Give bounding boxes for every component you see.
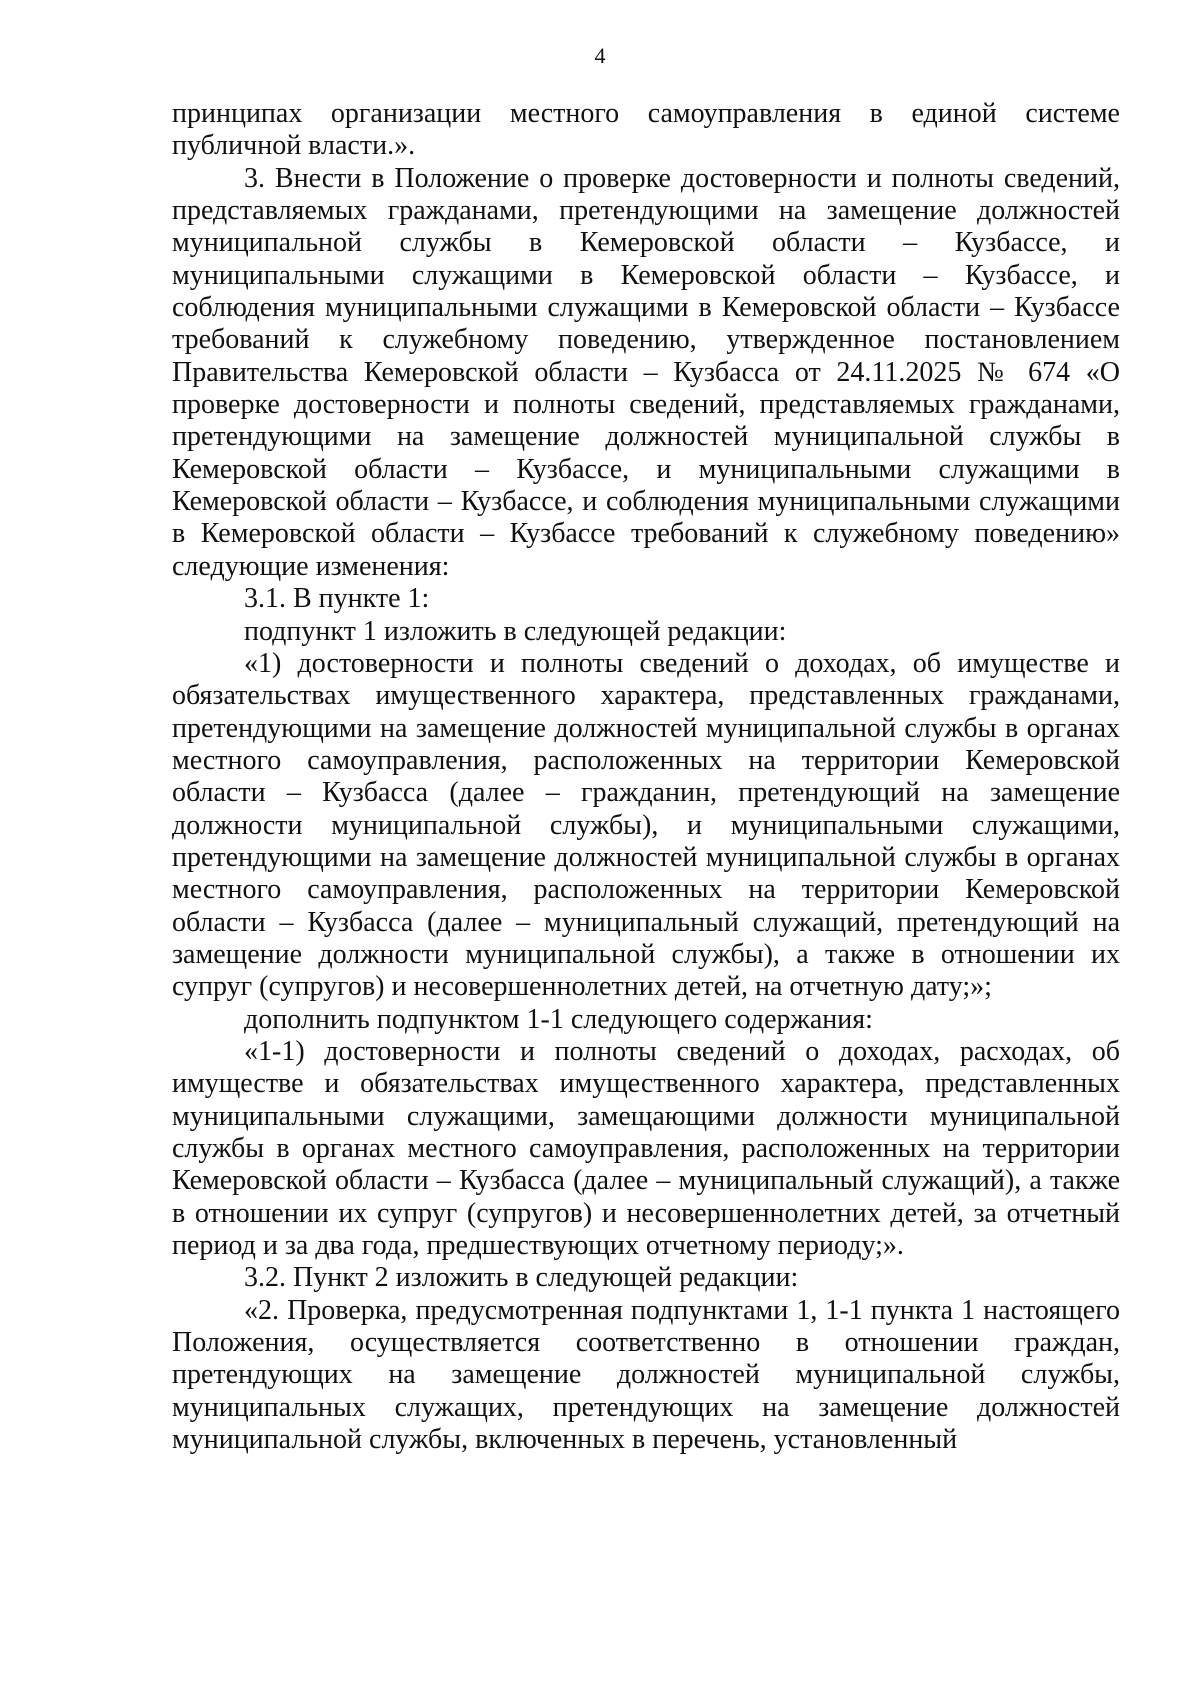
document-body — [172, 98, 1120, 1456]
page-number: 4 — [594, 43, 606, 68]
paragraph-item-2-text: «2. Проверка, предусмотренная подпунктами 1, 1-1 пункта 1 настоящего Положения, осуществляется соответственно в отношении граждан, претендующих на замещение должностей муниципальной службы, муниципальных служащих, претендующих на замещение должностей муниципальной службы, включенных в перечень, установленный — [172, 1294, 1120, 1456]
paragraph-item-3: 3. Внести в Положение о проверке достоверности и полноты сведений, представляемых гражданами, претендующими на замещение должностей муниципальной службы в Кемеровской области – Кузбассе, и муниципальными служащими в Кемеровской области – Кузбассе, и соблюдения муниципальными служащими в Кемеровской области – Кузбассе требований к служебному поведению, утвержденное постановлением Правительства Кемеровской области – Кузбасса от 24.11.2025 № 674 «О проверке достоверности и полноты сведений, представляемых гражданами, претендующими на замещение должностей муниципальной службы в Кемеровской области – Кузбассе, и муниципальными служащими в Кемеровской области – Кузбассе, и соблюдения муниципальными служащими в Кемеровской области – Кузбассе требований к служебному поведению» следующие изменения: — [172, 162, 1120, 582]
paragraph-subitem-1-1-text: «1-1) достоверности и полноты сведений о доходах, расходах, об имуществе и обязательствах имущественного характера, представленных муниципальными служащими, замещающими должности муниципальной службы в органах местного самоуправления, расположенных на территории Кемеровской области – Кузбасса (далее – муниципальный служащий), а также в отношении их супруг (супругов) и несовершеннолетних детей, за отчетный период и за два года, предшествующих отчетному периоду;». — [172, 1035, 1120, 1262]
paragraph-subitem-1-instruction: подпункт 1 изложить в следующей редакции: — [244, 615, 787, 647]
paragraph-subitem-1-1-instruction: дополнить подпунктом 1-1 следующего содержания: — [244, 1003, 873, 1035]
paragraph-item-3-2: 3.2. Пункт 2 изложить в следующей редакции: — [244, 1262, 799, 1294]
paragraph-continuation: принципах организации местного самоуправления в единой системе публичной власти.». — [172, 98, 1120, 162]
paragraph-subitem-1-text: «1) достоверности и полноты сведений о доходах, об имуществе и обязательствах имущественного характера, представленных гражданами, претендующими на замещение должностей муниципальной службы в органах местного самоуправления, расположенных на территории Кемеровской области – Кузбасса (далее – гражданин, претендующий на замещение должности муниципальной службы), и муниципальными служащими, претендующими на замещение должностей муниципальной службы в органах местного самоуправления, расположенных на территории Кемеровской области – Кузбасса (далее – муниципальный служащий, претендующий на замещение должности муниципальной службы), а также в отношении их супруг (супругов) и несовершеннолетних детей, на отчетную дату;»; — [172, 647, 1120, 1003]
paragraph-item-3-1: 3.1. В пункте 1: — [244, 583, 430, 615]
